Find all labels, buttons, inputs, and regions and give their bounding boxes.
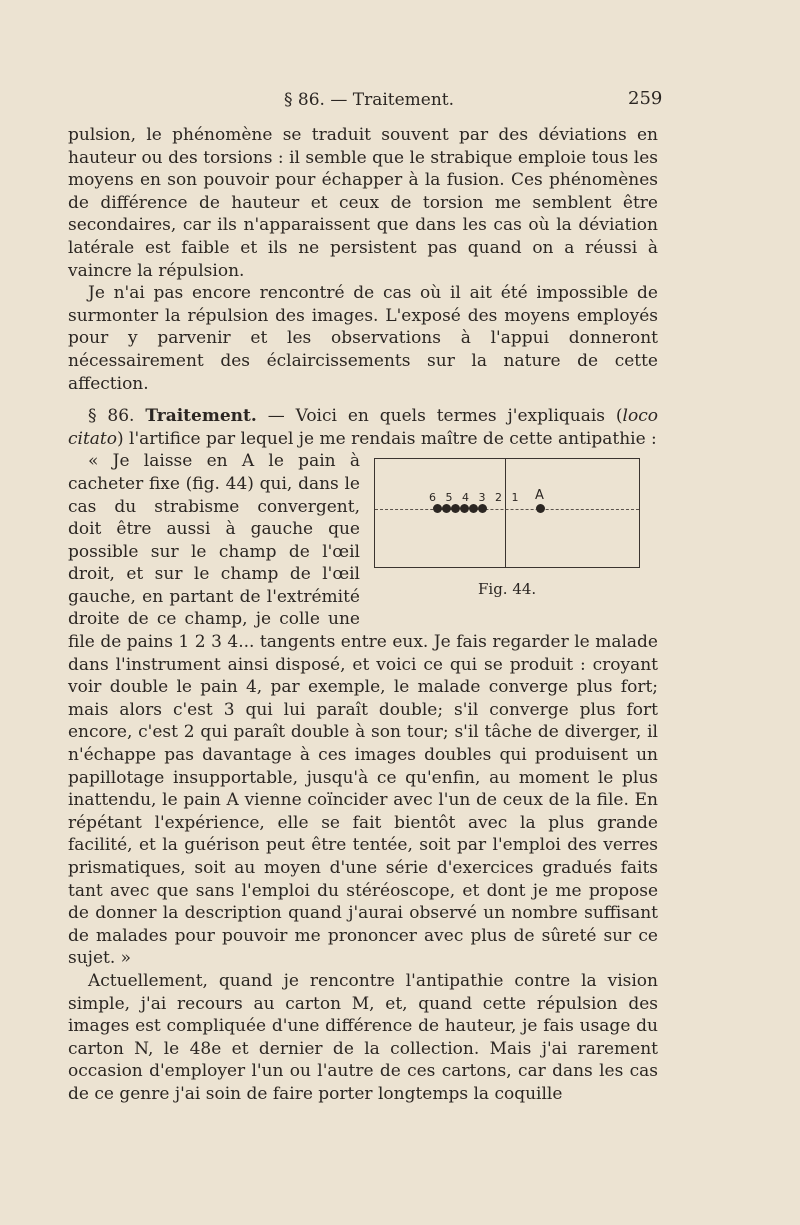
wafer-dot-a: [536, 504, 545, 513]
figure-wafer-numbers: 6 5 4 3 2 1: [429, 491, 522, 505]
paragraph-5: Actuellement, quand je rencontre l'antipathie contre la vision simple, j'ai recours au carton M, et, quand cette répulsion des images est compliquée d'une différence de hauteur, je fais usage du carton N, le 48e et dernier de la collection. Mais j'ai rarement occasion d'employer l'un ou l'autre de ces cartons, car dans les cas de ce genre j'ai soin de faire porter longtemps la coquille: [68, 970, 658, 1104]
wafer-dot-1: [478, 504, 487, 513]
quote-paragraph: « Je laisse en A le pain à cacheter fixe (fig. 44) qui, dans le cas du strabisme convergent, doit être aussi à gauche que possible sur le champ de l'œil droit, et sur le champ de l'œil gauche, en partant de l'extrémité droite de ce champ, je colle une file de pains 1 2 3 4... tangents entre eux. Je fais regarder le malade dans l'instrument ainsi disposé, et voici ce qui se produit : croyant voir double le pain 4, par exemple, le malade converge plus fort; mais alors c'est 3 qui lui paraît double; s'il converge plus fort encore, c'est 2 qui paraît double à son tour; s'il tâche de diverger, il n'échappe pas davantage à ces images doubles qui produisent un papillotage insupportable, jusqu'à ce qu'enfin, au moment le plus inattendu, le pain A vienne coïncider avec l'un de ceux de la file. En répétant l'expérience, elle se fait bientôt avec la plus grande facilité, et la guérison peut être tentée, soit par l'emploi des verres prismatiques, soit au moyen d'une série d'exercices gradués faits tant avec que sans l'emploi du stéréoscope, et dont je me propose de donner la description quand j'aurai observé un nombre suffisant de malades pour pouvoir me prononcer avec plus de sûreté sur ce sujet. »: [68, 451, 658, 969]
figure-frame: [374, 458, 640, 568]
body-text: [68, 124, 658, 1106]
page-number: 259: [628, 88, 663, 109]
section-86-paragraph: [68, 405, 658, 450]
section-text-2: ) l'artifice par lequel je me rendais maître de cette antipathie :: [117, 428, 657, 449]
wafer-dot-6: [433, 504, 442, 513]
wafer-dot-5: [442, 504, 451, 513]
wafer-dot-2: [469, 504, 478, 513]
figure-caption: Fig. 44.: [478, 580, 537, 599]
wafer-dot-4: [451, 504, 460, 513]
figure-44: [374, 456, 658, 616]
figure-divider: [505, 459, 506, 567]
figure-label-a: A: [535, 488, 544, 504]
section-text-1: — Voici en quels termes j'expliquais (: [256, 406, 623, 427]
section-heading: Traitement.: [145, 406, 257, 427]
running-header: [0, 86, 800, 112]
paragraph-1: pulsion, le phénomène se traduit souvent par des déviations en hauteur ou des torsions : il semble que le strabique emploie tous les moyens en son pouvoir pour échapper à la fusion. Ces phénomènes de différence de hauteur et ceux de torsion me semblent être secondaires, car ils n'apparaissent que dans les cas où la déviation latérale est faible et ils ne persistent pas quand on a réussi à vaincre la répulsion.: [68, 125, 658, 281]
paragraph-2: Je n'ai pas encore rencontré de cas où il ait été impossible de surmonter la répulsion des images. L'exposé des moyens employés pour y parvenir et les observations à l'appui donneront nécessairement des éclaircissements sur la nature de cette affection.: [68, 283, 658, 394]
wafer-dot-3: [460, 504, 469, 513]
running-title: § 86. — Traitement.: [284, 90, 455, 110]
section-italic: loco citato: [68, 406, 658, 449]
section-number: § 86.: [88, 406, 135, 427]
